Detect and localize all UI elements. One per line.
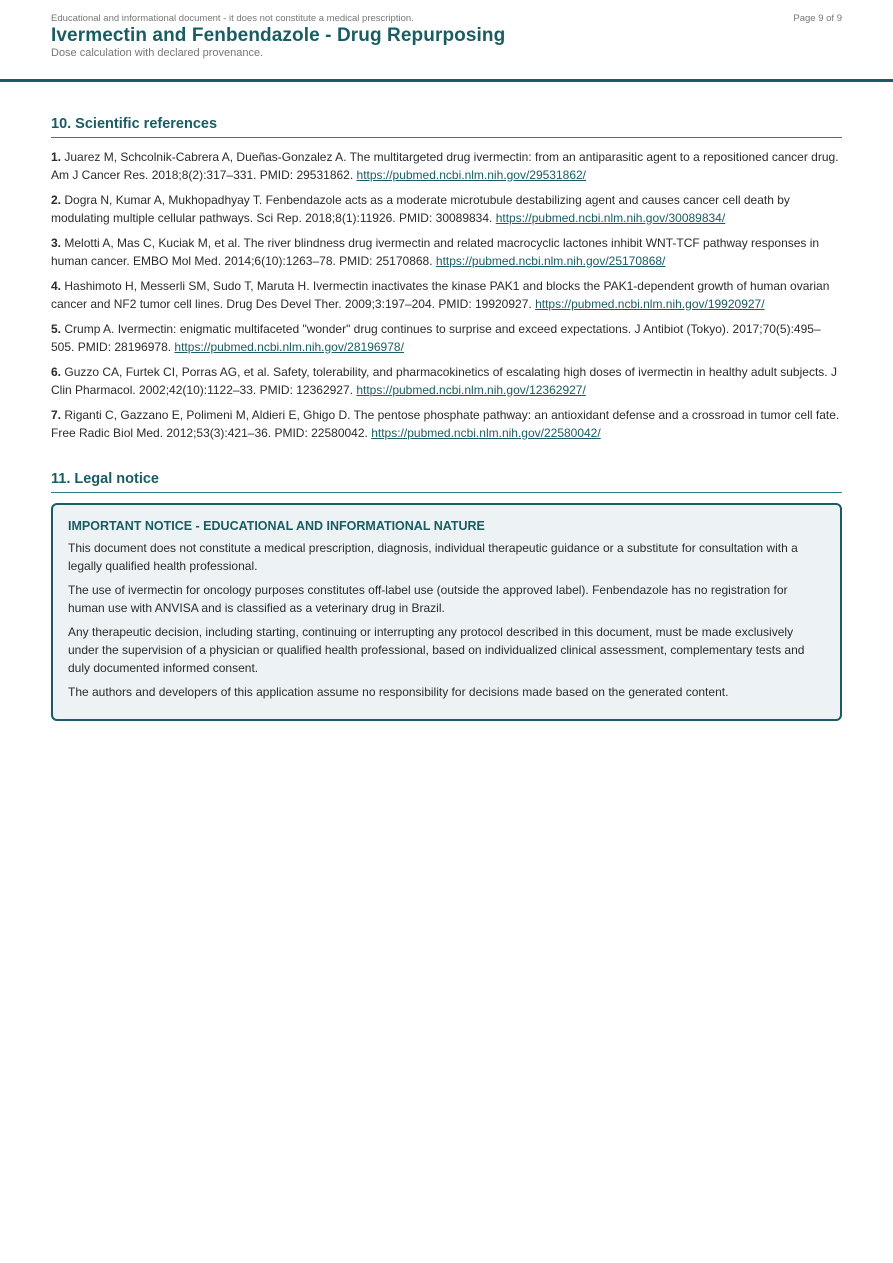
reference-link[interactable]: https://pubmed.ncbi.nlm.nih.gov/30089834/ (495, 210, 726, 225)
reference-link[interactable]: https://pubmed.ncbi.nlm.nih.gov/22580042/ (371, 425, 601, 440)
reference-text: Crump A. Ivermectin: enigmatic multifaceted "wonder" drug continues to surprise and exceed expectations. J Antibiot (Tokyo). 2017;70(5):495–505. PMID: 28196978. (51, 322, 821, 354)
legal-notice-box (51, 503, 842, 721)
reference-number: 3. (51, 236, 62, 250)
reference-text: Juarez M, Schcolnik-Cabrera A, Dueñas-Gonzalez A. The multitargeted drug ivermectin: from an antiparasitic agent to a repositioned cancer drug. Am J Cancer Res. 2018;8(2):317–331. PMID: 29531862. (51, 150, 839, 182)
reference-number: 7. (51, 408, 62, 422)
page-content (51, 116, 842, 721)
references-heading: 10. Scientific references (51, 116, 842, 138)
reference-item (51, 149, 842, 184)
reference-link[interactable]: https://pubmed.ncbi.nlm.nih.gov/12362927/ (356, 382, 586, 397)
notice-paragraph: Any therapeutic decision, including starting, continuing or interrupting any protocol described in this document, must be made exclusively under the supervision of a physician or qualified health professional, based on individualized clinical assessment, complementary tests and duly documented informed consent. (68, 625, 805, 675)
reference-text: Hashimoto H, Messerli SM, Sudo T, Maruta H. Ivermectin inactivates the kinase PAK1 and blocks the PAK1-dependent growth of human ovarian cancer and NF2 tumor cell lines. Drug Des Devel Ther. 2009;3:197–204. PMID: 19920927. (51, 279, 830, 311)
header-disclaimer: Educational and informational document - it does not constitute a medical prescription. (51, 13, 414, 24)
reference-item (51, 235, 842, 270)
reference-number: 4. (51, 279, 62, 293)
reference-item (51, 192, 842, 227)
notice-paragraph: This document does not constitute a medical prescription, diagnosis, individual therapeutic guidance or a substitute for consultation with a legally qualified health professional. (68, 541, 798, 573)
notice-paragraph: The use of ivermectin for oncology purposes constitutes off-label use (outside the approved label). Fenbendazole has no registration for human use with ANVISA and is classified as a veterinary drug in Brazil. (68, 583, 788, 615)
notice-title: IMPORTANT NOTICE - EDUCATIONAL AND INFORMATIONAL NATURE (68, 519, 485, 533)
notice-paragraph: The authors and developers of this application assume no responsibility for decisions made based on the generated content. (68, 685, 729, 699)
legal-heading: 11. Legal notice (51, 471, 842, 493)
reference-item (51, 278, 842, 313)
reference-list (51, 149, 842, 442)
reference-number: 5. (51, 322, 62, 336)
reference-text: Riganti C, Gazzano E, Polimeni M, Aldieri E, Ghigo D. The pentose phosphate pathway: an antioxidant defense and a crossroad in tumor cell fate. Free Radic Biol Med. 2012;53(3):421–36. PMID: 22580042. (51, 408, 840, 440)
page-header (0, 0, 893, 82)
reference-number: 6. (51, 365, 62, 379)
reference-item (51, 321, 842, 356)
reference-link[interactable]: https://pubmed.ncbi.nlm.nih.gov/29531862/ (356, 167, 587, 182)
reference-text: Guzzo CA, Furtek CI, Porras AG, et al. Safety, tolerability, and pharmacokinetics of escalating high doses of ivermectin in healthy adult subjects. J Clin Pharmacol. 2002;42(10):1122–33. PMID: 12362927. (51, 365, 837, 397)
reference-item (51, 364, 842, 399)
reference-number: 2. (51, 193, 62, 207)
reference-text: Dogra N, Kumar A, Mukhopadhyay T. Fenbendazole acts as a moderate microtubule destabilizing agent and causes cancer cell death by modulating multiple cellular pathways. Sci Rep. 2018;8(1):11926. PMID: 30089834. (51, 193, 790, 225)
page-number: Page 9 of 9 (793, 13, 842, 24)
reference-number: 1. (51, 150, 62, 164)
reference-text: Melotti A, Mas C, Kuciak M, et al. The river blindness drug ivermectin and related macrocyclic lactones inhibit WNT-TCF pathway responses in human cancer. EMBO Mol Med. 2014;6(10):1263–78. PMID: 25170868. (51, 236, 820, 268)
reference-link[interactable]: https://pubmed.ncbi.nlm.nih.gov/25170868/ (435, 253, 666, 268)
reference-link[interactable]: https://pubmed.ncbi.nlm.nih.gov/28196978/ (174, 339, 404, 354)
reference-link[interactable]: https://pubmed.ncbi.nlm.nih.gov/19920927/ (535, 296, 765, 311)
document-title: Ivermectin and Fenbendazole - Drug Repurposing (51, 25, 506, 46)
reference-item (51, 407, 842, 442)
document-subtitle: Dose calculation with declared provenance. (51, 47, 264, 59)
